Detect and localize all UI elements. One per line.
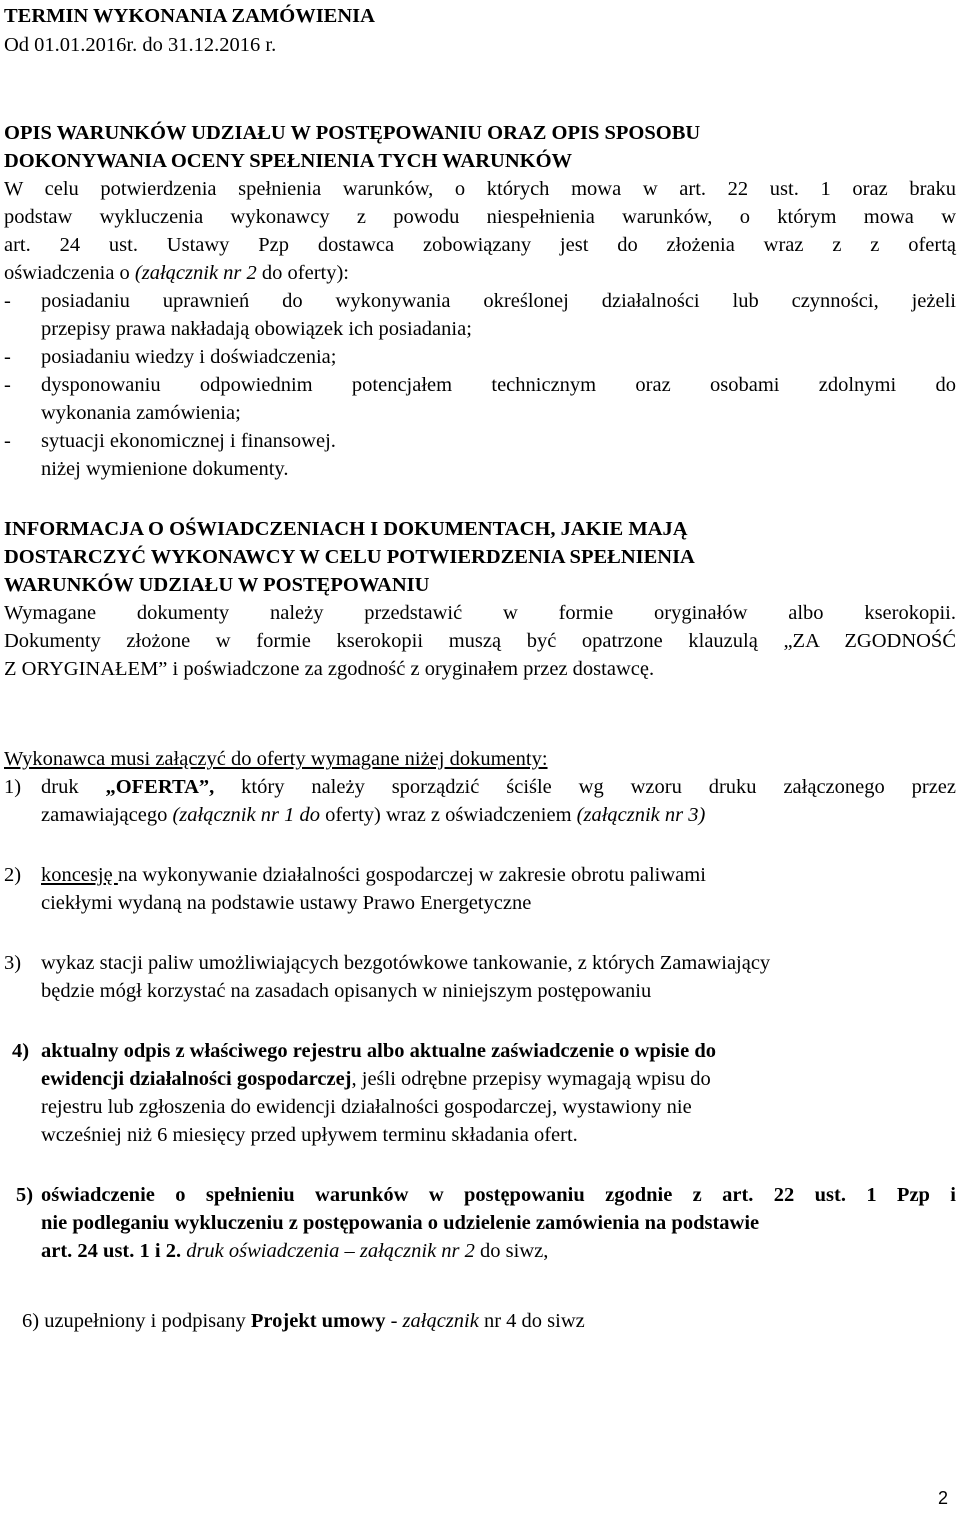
list-number-3: 3) (4, 952, 22, 974)
attachment-ref: (załącznik nr 2 (134, 262, 257, 284)
declaration-form-ref: druk oświadczenia – załącznik nr 2 (181, 1240, 475, 1262)
item-3-line1: wykaz stacji paliw umożliwiających bezgotówkowe tankowanie, z których Zamawiający (41, 952, 771, 974)
order-period: Od 01.01.2016r. do 31.12.2016 r. (4, 34, 277, 56)
bullet-3-line1: dysponowaniu odpowiednim potencjałem technicznym oraz osobami zdolnymi do (41, 374, 956, 396)
information-paragraph-line1: Wymagane dokumenty należy przedstawić w formie oryginałów albo kserokopii. (4, 602, 956, 624)
conditions-paragraph-line4 (4, 260, 956, 286)
text-fragment: 6) uzupełniony i podpisany (22, 1310, 251, 1332)
license-term: koncesję (41, 864, 118, 886)
conditions-heading-line2: DOKONYWANIA OCENY SPEŁNIENIA TYCH WARUNKÓW (4, 150, 573, 172)
attachment-ref: (załącznik nr 3) (576, 804, 706, 826)
item-5-line2: nie podleganiu wykluczeniu z postępowania o udzielenie zamówienia na podstawie (41, 1212, 760, 1234)
bullet-4: sytuacji ekonomicznej i finansowej. (41, 430, 336, 452)
information-heading-line2: DOSTARCZYĆ WYKONAWCY W CELU POTWIERDZENIA SPEŁNIENIA (4, 546, 695, 568)
list-number-5: 5) (16, 1184, 34, 1206)
text-fragment: - (385, 1310, 403, 1332)
required-documents-intro: Wykonawca musi załączyć do oferty wymagane niżej dokumenty: (4, 748, 548, 770)
bullet-dash: - (4, 430, 11, 452)
order-term-title: TERMIN WYKONANIA ZAMÓWIENIA (4, 5, 375, 27)
list-number-4: 4) (12, 1040, 30, 1062)
documents-below-note: niżej wymienione dokumenty. (41, 458, 289, 480)
contract-draft-name: Projekt umowy (250, 1310, 386, 1332)
information-heading-line1: INFORMACJA O OŚWIADCZENIACH I DOKUMENTACH, JAKIE MAJĄ (4, 518, 688, 540)
text-fragment: do siwz, (474, 1240, 549, 1262)
text-fragment: który należy sporządzić ściśle wg wzoru druku załączonego przez (214, 776, 956, 798)
list-number-2: 2) (4, 864, 22, 886)
bullet-3-line2: wykonania zamówienia; (41, 402, 241, 424)
item-5-line3 (41, 1238, 956, 1264)
bullet-2: posiadaniu wiedzy i doświadczenia; (41, 346, 337, 368)
text-fragment: na wykonywanie działalności gospodarczej w zakresie obrotu paliwami (117, 864, 706, 886)
item-2-line2: ciekłymi wydaną na podstawie ustawy Prawo Energetyczne (41, 892, 532, 914)
bullet-dash: - (4, 346, 11, 368)
item-1-line1 (41, 774, 956, 800)
text-fragment: do oferty): (256, 262, 350, 284)
conditions-heading-line1: OPIS WARUNKÓW UDZIAŁU W POSTĘPOWANIU ORAZ OPIS SPOSOBU (4, 122, 701, 144)
text-fragment: nr 4 do siwz (478, 1310, 585, 1332)
text-fragment: oferty) wraz z oświadczeniem (319, 804, 577, 826)
item-4-line4: wcześniej niż 6 miesięcy przed upływem terminu składania ofert. (41, 1124, 578, 1146)
text-fragment: , jeśli odrębne przepisy wymagają wpisu do (351, 1068, 711, 1090)
text-fragment: oświadczenia o (4, 262, 135, 284)
item-4-line2 (41, 1066, 956, 1092)
item-3-line2: będzie mógł korzystać na zasadach opisanych w niniejszym postępowaniu (41, 980, 652, 1002)
item-4-line1: aktualny odpis z właściwego rejestru albo aktualne zaświadczenie o wpisie do (41, 1040, 716, 1062)
information-paragraph-line2: Dokumenty złożone w formie kserokopii muszą być opatrzone klauzulą „ZA ZGODNOŚĆ (4, 630, 956, 652)
page-number: 2 (937, 1488, 948, 1508)
item-5-line1: oświadczenie o spełnieniu warunków w postępowaniu zgodnie z art. 22 ust. 1 Pzp i (41, 1184, 956, 1206)
item-4-line3: rejestru lub zgłoszenia do ewidencji działalności gospodarczej, wystawiony nie (41, 1096, 692, 1118)
text-fragment: zamawiającego (41, 804, 173, 826)
item-1-line2 (41, 802, 956, 828)
offer-form-name: „OFERTA”, (105, 776, 215, 798)
information-heading-line3: WARUNKÓW UDZIAŁU W POSTĘPOWANIU (4, 574, 430, 596)
bullet-1-line1: posiadaniu uprawnień do wykonywania określonej działalności lub czynności, jeżeli (41, 290, 956, 312)
article-ref: art. 24 ust. 1 i 2. (41, 1240, 182, 1262)
item-6 (22, 1308, 960, 1334)
attachment-ref: (załącznik nr 1 do (172, 804, 320, 826)
list-number-1: 1) (4, 776, 22, 798)
conditions-paragraph-line2: podstaw wykluczenia wykonawcy z powodu niespełnienia warunków, o którym mowa w (4, 206, 956, 228)
bullet-dash: - (4, 374, 11, 396)
bullet-1-line2: przepisy prawa nakładają obowiązek ich posiadania; (41, 318, 472, 340)
information-paragraph-line3: Z ORYGINAŁEM” i poświadczone za zgodność z oryginałem przez dostawcę. (4, 658, 655, 680)
register-term: ewidencji działalności gospodarczej (41, 1068, 352, 1090)
attachment-ref: załącznik (402, 1310, 479, 1332)
conditions-paragraph-line1: W celu potwierdzenia spełnienia warunków, o których mowa w art. 22 ust. 1 oraz braku (4, 178, 956, 200)
text-fragment: druk (41, 776, 106, 798)
bullet-dash: - (4, 290, 11, 312)
item-2-line1 (41, 862, 956, 888)
conditions-paragraph-line3: art. 24 ust. Ustawy Pzp dostawca zobowiązany jest do złożenia wraz z z ofertą (4, 234, 956, 256)
